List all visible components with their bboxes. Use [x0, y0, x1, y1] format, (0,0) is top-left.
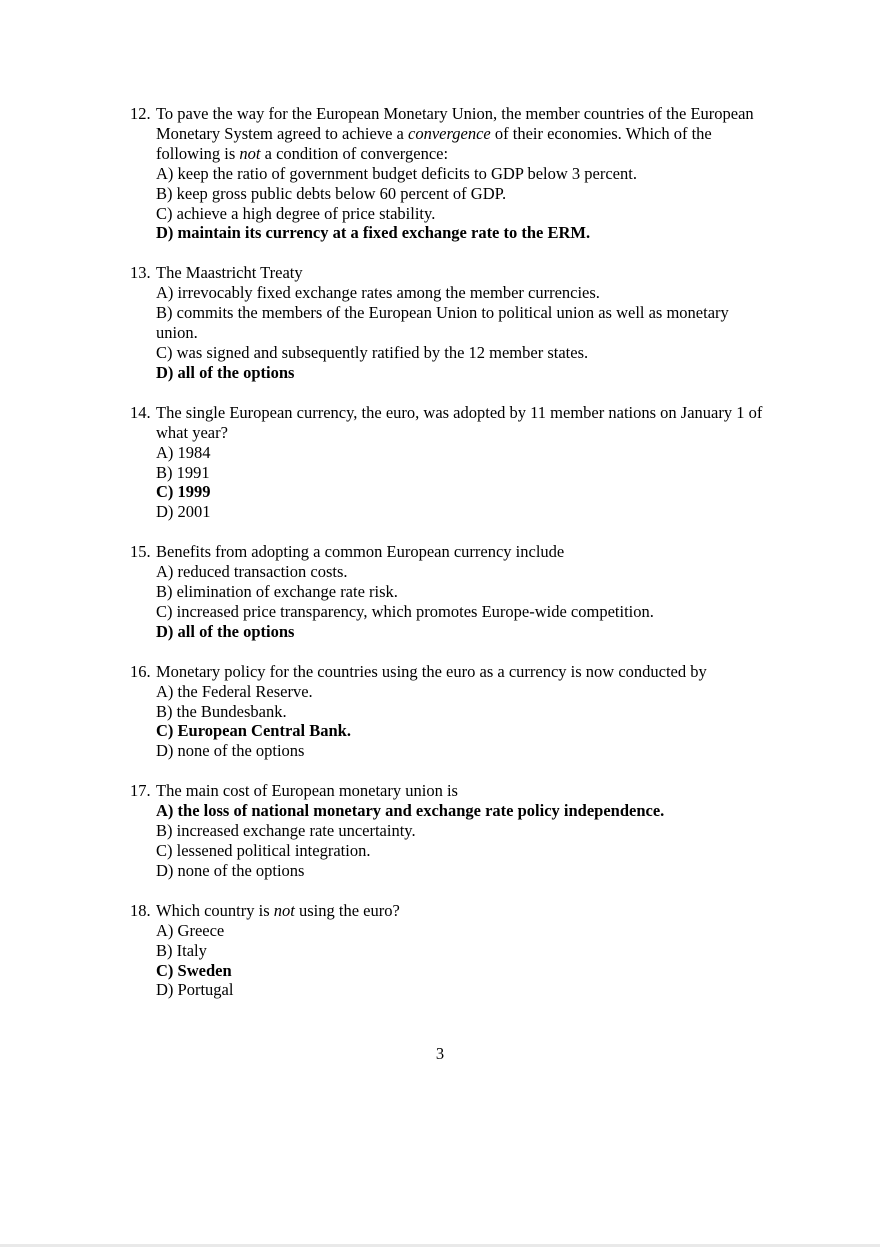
answer-option: B) the Bundesbank. — [156, 701, 287, 721]
stem-text: a condition of convergence: — [260, 143, 449, 163]
stem-text: not — [273, 900, 295, 920]
answer-option: B) 1991 — [156, 462, 210, 482]
page-number: 3 — [435, 1044, 445, 1063]
question-stem — [130, 781, 767, 801]
answer-option: D) Portugal — [156, 980, 234, 1000]
stem-text: To pave the way for the European Monetary Union, the member countries of the European Monetary System agreed to achieve a — [156, 104, 754, 143]
answer-option: C) lessened political integration. — [156, 841, 371, 860]
answer-option: D) 2001 — [156, 502, 211, 522]
question-number: 18. — [130, 900, 151, 920]
stem-text: Benefits from adopting a common European currency include — [156, 542, 565, 562]
answer-option: C) achieve a high degree of price stability. — [156, 203, 436, 223]
answer-option: A) Greece — [156, 920, 225, 940]
question — [130, 662, 767, 762]
answer-option: A) irrevocably fixed exchange rates among the member currencies. — [156, 283, 600, 303]
question-stem — [130, 900, 767, 921]
question — [130, 263, 767, 382]
answer-option: A) the Federal Reserve. — [156, 681, 313, 701]
stem-text: convergence — [408, 123, 491, 143]
answer-option: C) increased price transparency, which promotes Europe-wide competition. — [156, 601, 654, 621]
stem-text: Monetary policy for the countries using the euro as a currency is now conducted by — [156, 661, 707, 681]
question-number: 14. — [130, 402, 151, 422]
answer-option: D) none of the options — [156, 741, 305, 761]
answer-option: D) all of the options — [156, 362, 295, 382]
stem-text: Which country is — [156, 900, 274, 920]
answer-option: C) was signed and subsequently ratified by the 12 member states. — [156, 342, 589, 362]
stem-text: not — [239, 143, 261, 163]
answer-option: A) 1984 — [156, 442, 211, 462]
question — [130, 403, 767, 522]
answer-option: C) European Central Bank. — [156, 721, 351, 741]
question-number: 16. — [130, 661, 151, 681]
stem-text: of their economies. Which of the following is — [156, 123, 712, 163]
question-stem — [130, 263, 767, 283]
question-stem — [130, 402, 767, 443]
question-number: 12. — [130, 104, 151, 123]
question — [130, 104, 767, 243]
answer-option: C) Sweden — [156, 960, 232, 980]
answer-option: B) Italy — [156, 940, 207, 960]
stem-text: The single European currency, the euro, was adopted by 11 member nations on January 1 of what year? — [156, 402, 763, 442]
answer-option: D) none of the options — [156, 860, 305, 880]
answer-option: B) elimination of exchange rate risk. — [156, 582, 398, 602]
answer-option: D) maintain its currency at a fixed exchange rate to the ERM. — [156, 223, 591, 243]
question — [130, 781, 767, 881]
question-number: 15. — [130, 542, 151, 562]
question-stem — [130, 661, 767, 682]
answer-option: A) reduced transaction costs. — [156, 562, 348, 582]
answer-option: C) 1999 — [156, 482, 211, 502]
answer-option: B) increased exchange rate uncertainty. — [156, 821, 416, 841]
answer-option: D) all of the options — [156, 621, 295, 641]
questions — [130, 104, 767, 1020]
answer-option: B) commits the members of the European Union to political union as well as monetary union. — [156, 303, 729, 343]
answer-option: B) keep gross public debts below 60 percent of GDP. — [156, 183, 507, 203]
answer-option: A) keep the ratio of government budget deficits to GDP below 3 percent. — [156, 163, 637, 183]
question-number: 17. — [130, 781, 151, 801]
stem-text: The main cost of European monetary union is — [156, 781, 458, 801]
question-stem — [130, 542, 767, 562]
question — [130, 542, 767, 642]
answer-option: A) the loss of national monetary and exchange rate policy independence. — [156, 801, 665, 821]
question-stem — [130, 104, 767, 164]
question-number: 13. — [130, 263, 151, 283]
question — [130, 901, 767, 1001]
stem-text: The Maastricht Treaty — [156, 263, 303, 283]
stem-text: using the euro? — [294, 900, 400, 920]
